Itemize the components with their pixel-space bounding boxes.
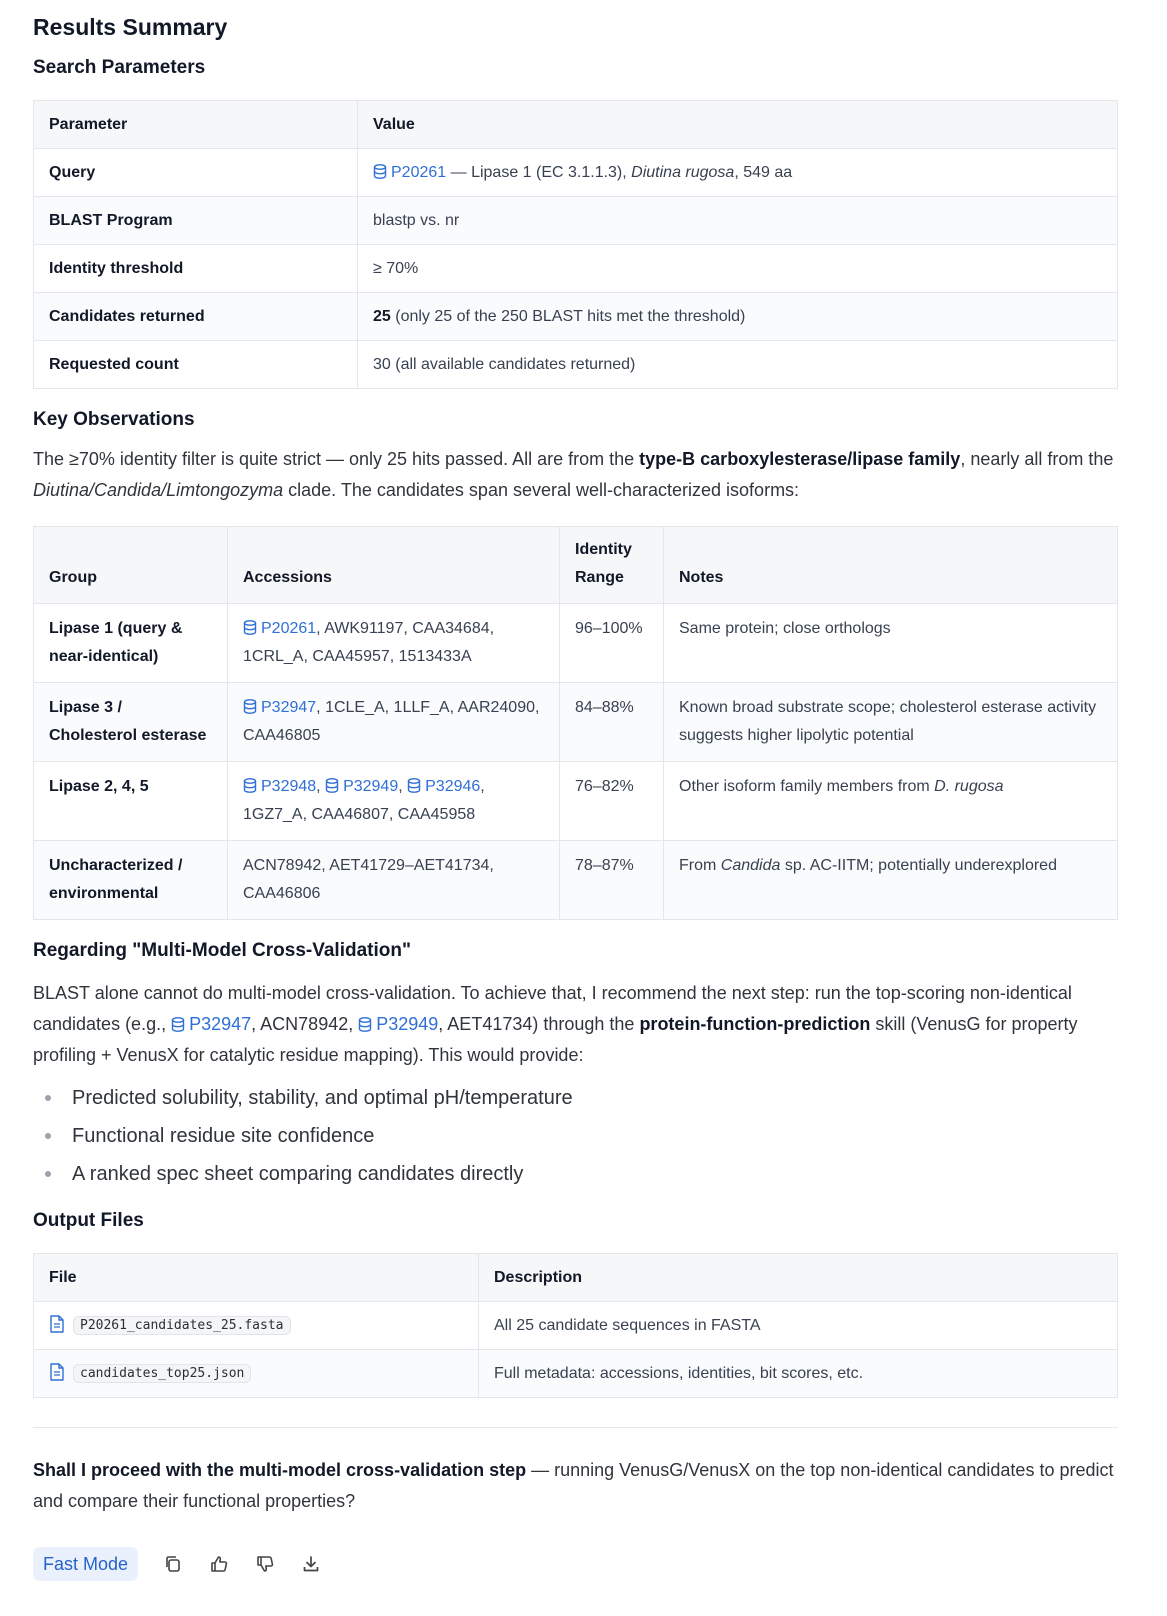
group-name: Lipase 2, 4, 5: [34, 762, 228, 841]
candidate-count: 25: [373, 307, 391, 325]
param-value: [358, 293, 1118, 341]
database-icon: [325, 778, 339, 793]
identity-range: 96–100%: [560, 604, 664, 683]
database-icon: [171, 1017, 185, 1032]
table-row: [34, 197, 1118, 245]
table-row: [34, 1302, 1118, 1350]
protein-link-label: P32947: [189, 1014, 252, 1034]
notes-italic: D. rugosa: [934, 778, 1004, 795]
notes-text: Other isoform family members from: [679, 778, 935, 795]
capability-list: [43, 1079, 1118, 1193]
notes-text: sp. AC-IITM; potentially underexplored: [780, 857, 1057, 874]
table-row: [34, 1350, 1118, 1398]
copy-icon[interactable]: [162, 1553, 184, 1575]
identity-range: 76–82%: [560, 762, 664, 841]
column-header-value: Value: [358, 101, 1118, 149]
notes-italic: Candida: [720, 857, 781, 874]
protein-link-label: P32948: [261, 778, 317, 795]
query-description: — Lipase 1 (EC 3.1.1.3),: [446, 163, 632, 181]
param-value: blastp vs. nr: [358, 197, 1118, 245]
column-header-identity-range: Identity Range: [560, 527, 664, 604]
table-row: [34, 683, 1118, 762]
closing-text: — running VenusG/VenusX on the top non-identical candidates to predict and compare their functional properties?: [33, 1460, 1114, 1511]
notes-cell: [664, 841, 1118, 920]
file-cell[interactable]: [34, 1302, 479, 1350]
table-header-row: [34, 101, 1118, 149]
observations-paragraph: [33, 444, 1118, 506]
table-row: [34, 341, 1118, 389]
file-description: Full metadata: accessions, identities, bit scores, etc.: [479, 1350, 1118, 1398]
param-key: Candidates returned: [34, 293, 358, 341]
skill-name: protein-function-prediction: [639, 1014, 871, 1034]
database-icon: [373, 164, 387, 179]
list-item: Predicted solubility, stability, and optimal pH/temperature: [43, 1079, 1118, 1117]
group-name: Uncharacterized / environmental: [34, 841, 228, 920]
file-description: All 25 candidate sequences in FASTA: [479, 1302, 1118, 1350]
table-row: [34, 841, 1118, 920]
search-parameters-table: [33, 100, 1118, 389]
crossval-text: BLAST alone cannot do multi-model cross-validation. To achieve that, I recommend the next step: run the top-scoring non-identical candidates (e.g.,: [33, 983, 1072, 1034]
protein-link-label: P20261: [391, 163, 447, 181]
notes-text: Same protein; close orthologs: [679, 620, 891, 637]
observations-text: The ≥70% identity filter is quite strict — only 25 hits passed. All are from the: [33, 449, 640, 469]
closing-bold: Shall I proceed with the multi-model cross-validation step: [33, 1460, 527, 1480]
separator: ,: [398, 778, 408, 795]
accessions-text: 1GZ7_A, CAA46807, CAA45958: [243, 806, 476, 823]
notes-cell: [664, 604, 1118, 683]
output-files-table: [33, 1253, 1118, 1398]
observations-text: clade. The candidates span several well-characterized isoforms:: [283, 480, 800, 500]
param-key: Identity threshold: [34, 245, 358, 293]
separator: ,: [480, 778, 485, 795]
list-item: Functional residue site confidence: [43, 1117, 1118, 1155]
group-name: Lipase 1 (query & near-identical): [34, 604, 228, 683]
observations-text: , nearly all from the: [960, 449, 1114, 469]
thumbs-down-icon[interactable]: [254, 1553, 276, 1575]
crossval-text: skill (VenusG for property profiling + VenusX for catalytic residue mapping). This would provide:: [33, 1014, 1078, 1065]
chat-response: [0, 10, 1167, 1581]
database-icon: [407, 778, 421, 793]
notes-text: From: [679, 857, 721, 874]
output-files-heading: Output Files: [33, 1210, 144, 1231]
group-name: Lipase 3 / Cholesterol esterase: [34, 683, 228, 762]
protein-link[interactable]: [358, 1014, 438, 1034]
protein-link-label: P32949: [343, 778, 399, 795]
table-header-row: [34, 1254, 1118, 1302]
accessions-text: AWK91197, CAA34684, 1CRL_A, CAA45957, 1513433A: [243, 620, 495, 665]
protein-link-label: P20261: [261, 620, 317, 637]
accessions-cell: [228, 604, 560, 683]
file-icon: [49, 1315, 65, 1333]
column-header-group: Group: [34, 527, 228, 604]
column-header-accessions: Accessions: [228, 527, 560, 604]
crossval-paragraph: [33, 978, 1118, 1071]
protein-link[interactable]: [171, 1014, 251, 1034]
fast-mode-badge[interactable]: Fast Mode: [33, 1547, 138, 1581]
protein-link[interactable]: [243, 778, 316, 795]
identity-range: 84–88%: [560, 683, 664, 762]
accessions-cell: [228, 762, 560, 841]
notes-text: Known broad substrate scope; cholesterol esterase activity suggests higher lipolytic potential: [679, 699, 1097, 744]
table-row: [34, 604, 1118, 683]
param-key: BLAST Program: [34, 197, 358, 245]
notes-cell: [664, 762, 1118, 841]
protein-link[interactable]: [243, 620, 316, 637]
table-row: [34, 245, 1118, 293]
groups-table: [33, 526, 1118, 920]
accessions-text: 1CLE_A, 1LLF_A, AAR24090, CAA46805: [243, 699, 540, 744]
separator: ,: [316, 778, 326, 795]
database-icon: [243, 620, 257, 635]
protein-link-label: P32946: [425, 778, 481, 795]
groups-table-body: [34, 604, 1118, 920]
crossval-text: , AET41734) through the: [438, 1014, 640, 1034]
database-icon: [358, 1017, 372, 1032]
accessions-text: ACN78942, AET41729–AET41734, CAA46806: [243, 857, 494, 902]
table-row: [34, 149, 1118, 197]
closing-question: [33, 1455, 1118, 1517]
column-header-description: Description: [479, 1254, 1118, 1302]
divider: [33, 1427, 1118, 1428]
protein-link[interactable]: [325, 778, 398, 795]
column-header-parameter: Parameter: [34, 101, 358, 149]
separator: ,: [316, 620, 325, 637]
column-header-file: File: [34, 1254, 479, 1302]
page-title: Results Summary: [33, 14, 228, 40]
message-actions: [33, 1547, 1118, 1581]
file-cell[interactable]: [34, 1350, 479, 1398]
thumbs-up-icon[interactable]: [208, 1553, 230, 1575]
database-icon: [243, 778, 257, 793]
query-length: , 549 aa: [734, 163, 793, 181]
file-icon: [49, 1363, 65, 1381]
param-value: ≥ 70%: [358, 245, 1118, 293]
list-item: A ranked spec sheet comparing candidates directly: [43, 1155, 1118, 1193]
protein-link-label: P32949: [376, 1014, 439, 1034]
table-row: [34, 293, 1118, 341]
database-icon: [243, 699, 257, 714]
crossval-heading: Regarding "Multi-Model Cross-Validation": [33, 940, 411, 961]
search-parameters-heading: Search Parameters: [33, 57, 206, 78]
column-header-notes: Notes: [664, 527, 1118, 604]
file-name[interactable]: candidates_top25.json: [73, 1364, 251, 1383]
identity-range: 78–87%: [560, 841, 664, 920]
file-name[interactable]: P20261_candidates_25.fasta: [73, 1316, 291, 1335]
param-value: [358, 149, 1118, 197]
clade-name: Diutina/Candida/Limtongozyma: [33, 480, 284, 500]
param-key: Requested count: [34, 341, 358, 389]
candidate-note: (only 25 of the 250 BLAST hits met the threshold): [390, 307, 746, 325]
download-icon[interactable]: [300, 1553, 322, 1575]
protein-link[interactable]: [407, 778, 480, 795]
separator: ,: [316, 699, 326, 716]
notes-cell: [664, 683, 1118, 762]
protein-link[interactable]: [243, 699, 316, 716]
species-name: Diutina rugosa: [631, 163, 735, 181]
table-row: [34, 762, 1118, 841]
table-header-row: [34, 527, 1118, 604]
family-name: type-B carboxylesterase/lipase family: [639, 449, 961, 469]
protein-link-label: P32947: [261, 699, 317, 716]
accessions-cell: [228, 683, 560, 762]
param-value: 30 (all available candidates returned): [358, 341, 1118, 389]
protein-link[interactable]: [373, 164, 446, 181]
key-observations-heading: Key Observations: [33, 409, 195, 430]
accessions-cell: [228, 841, 560, 920]
param-key: Query: [34, 149, 358, 197]
crossval-text: , ACN78942,: [251, 1014, 359, 1034]
